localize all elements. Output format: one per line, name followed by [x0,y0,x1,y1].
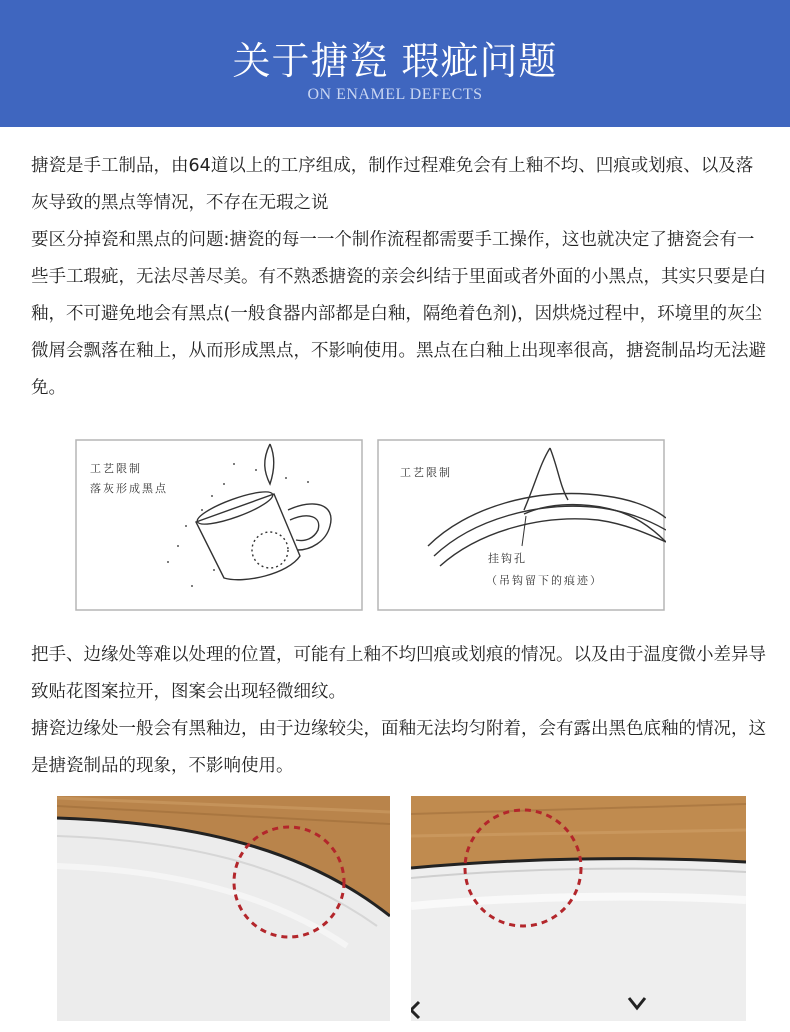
page-subtitle: ON ENAMEL DEFECTS [307,86,483,103]
mug-illustration-svg [74,438,364,612]
page-header [0,0,790,127]
hook-illustration-svg [376,438,666,612]
paragraph-black-dots: 要区分掉瓷和黑点的问题:搪瓷的每一一个制作流程都需要手工操作，这也就决定了搪瓷会有一些手工瑕疵，无法尽善尽美。有不熟悉搪瓷的亲会纠结于里面或者外面的小黑点，其实只要是白釉，不可避免地会有黑点(一般食器内部都是白釉，隔绝着色剂)，因烘烧过程中，环境里的灰尘微屑会飘落在釉上，从而形成黑点，不影响使用。黑点在白釉上出现率很高，搪瓷制品均无法避免。 [31,230,766,398]
illus-right-line1: 工艺限制 [400,466,452,479]
paragraph-black-rim: 搪瓷边缘处一般会有黑釉边，由于边缘较尖，面釉无法均匀附着，会有露出黑色底釉的情况，这是搪瓷制品的现象，不影响使用。 [31,719,766,776]
illus-left-line2: 落灰形成黑点 [90,482,168,495]
plate-rim-photo-left [57,796,390,1021]
photo-plate-rim-left [57,796,390,1021]
paragraph-handle-rim: 把手、边缘处等难以处理的位置，可能有上釉不均凹痕或划痕的情况。以及由于温度微小差异导致贴花图案拉开，图案会出现轻微细纹。 [31,645,766,702]
paragraph-intro: 搪瓷是手工制品，由64道以上的工序组成，制作过程难免会有上釉不均、凹痕或划痕、以及落灰导致的黑点等情况，不存在无瑕之说 [31,156,754,213]
hook-hole-label: 挂钩孔 [488,552,527,565]
page-title: 关于搪瓷 瑕疵问题 [232,39,558,83]
plate-rim-photo-right [411,796,746,1021]
hook-hole-note: （吊钩留下的痕迹） [486,574,603,587]
illustration-mug-dust [74,438,364,612]
illus-left-line1: 工艺限制 [90,462,142,475]
illustration-hook-hole [376,438,666,612]
photo-plate-rim-right [411,796,746,1021]
